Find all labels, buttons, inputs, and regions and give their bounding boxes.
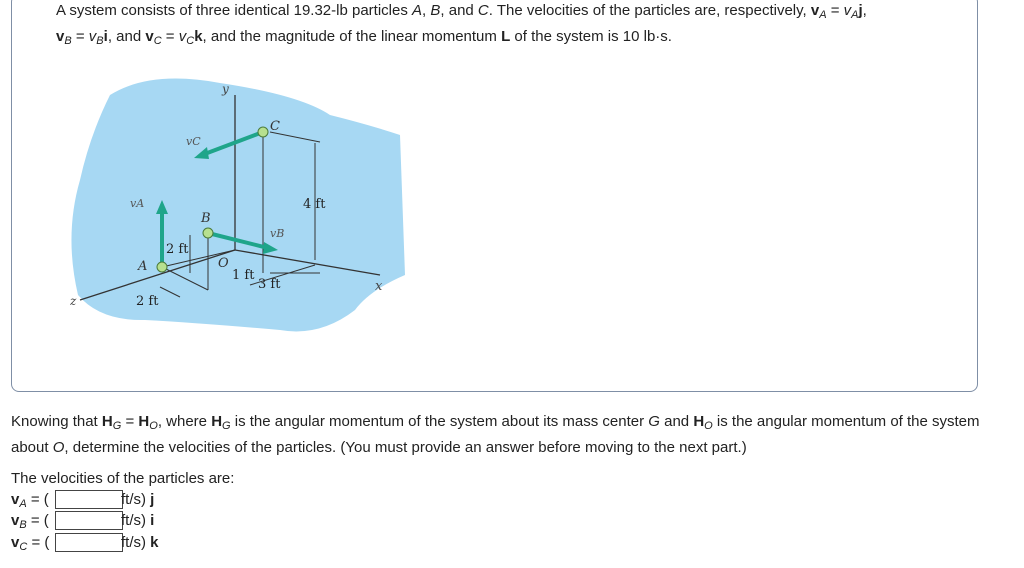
problem-text-part: A system consists of three identical 19.32-lb particles	[56, 2, 413, 19]
problem-text-part: , and the magnitude of the linear momentum	[202, 28, 502, 45]
answer-unit: ft/s) i	[121, 512, 155, 529]
answers-title: The velocities of the particles are:	[11, 470, 235, 487]
problem-text-part: . The velocities of the particles are, respectively,	[488, 2, 811, 19]
question-text-part: is the angular momentum of the system about	[11, 413, 980, 456]
particle-A-ref: A	[412, 2, 423, 19]
problem-text-part: , and	[107, 28, 146, 45]
vC-symbol: v	[145, 28, 154, 45]
question-text-part: and	[659, 413, 694, 430]
question-statement	[11, 411, 981, 459]
problem-statement: A system consists of three identical 19.32-lb particles A, B, and C. The velocities of the particles are, respectively, $v_A = v_Aj$, $v_B = v_Bi$, and $v_C = v_Ck$, and the magnitude of the linear momentum L of the system is 10 lb·s.	[56, 2, 867, 47]
vB-value: v	[88, 28, 97, 45]
unit-vector-i: i	[103, 28, 108, 45]
label-2ft-horizontal: 2 ft	[136, 294, 159, 309]
label-2ft-vertical: 2 ft	[166, 242, 189, 257]
label-y: y	[222, 82, 229, 96]
label-A: A	[138, 259, 148, 274]
answer-unit: ft/s) k	[121, 534, 159, 551]
answer-unit: ft/s) j	[121, 491, 155, 508]
question-text-part: , where	[157, 413, 212, 430]
particle-C	[258, 127, 268, 137]
answer-label: $v_A$ = (	[11, 491, 49, 510]
equals: =	[121, 413, 139, 430]
L-symbol: L	[501, 28, 511, 45]
unit-vector-j: j	[858, 2, 863, 19]
HO-symbol: H	[138, 413, 150, 430]
label-C: C	[270, 119, 280, 134]
equals: =	[161, 28, 179, 45]
label-x: x	[375, 279, 383, 294]
particle-system-figure	[70, 75, 410, 345]
G-ref: G	[648, 413, 660, 430]
vB-subscript: B	[64, 35, 72, 47]
HO-symbol: H	[693, 413, 705, 430]
particle-C-ref: C	[477, 2, 489, 19]
HG-subscript: G	[112, 420, 122, 432]
vB-answer-input[interactable]	[55, 511, 123, 530]
question-text-part: is the angular momentum of the system about its mass center	[230, 413, 649, 430]
problem-text-part: of the system is 10 lb·s.	[510, 28, 672, 45]
vA-value: v	[843, 2, 852, 19]
answer-label: $v_C$ = (	[11, 534, 50, 553]
HG-subscript: G	[222, 420, 231, 432]
HO-subscript: O	[704, 420, 713, 432]
particle-A	[157, 262, 167, 272]
HG-symbol: H	[101, 413, 113, 430]
label-1ft: 1 ft	[232, 268, 255, 283]
vC-answer-input[interactable]	[55, 533, 123, 552]
background-blob	[71, 79, 405, 332]
label-4ft: 4 ft	[303, 197, 326, 212]
O-ref: O	[52, 439, 65, 456]
particle-B	[203, 228, 213, 238]
unit-vector-k: k	[194, 28, 203, 45]
label-vB: vB	[270, 227, 285, 240]
vA-subscript: A	[819, 9, 827, 21]
label-3ft: 3 ft	[258, 277, 281, 292]
vA-value-subscript: A	[851, 9, 859, 21]
particle-B-ref: B	[430, 2, 441, 19]
vA-symbol: v	[810, 2, 820, 19]
question-text-part: , determine the velocities of the particles. (You must provide an answer before moving to the next part.)	[64, 439, 747, 456]
vC-value-subscript: C	[186, 35, 195, 47]
equals: =	[71, 28, 89, 45]
answer-label: $v_B$ = (	[11, 512, 49, 531]
label-vA: vA	[130, 197, 145, 210]
HO-subscript: O	[149, 420, 158, 432]
question-text-part: Knowing that	[11, 413, 102, 430]
problem-text-part: , and	[440, 2, 478, 19]
vB-value-subscript: B	[96, 35, 104, 47]
vA-answer-input[interactable]	[55, 490, 123, 509]
problem-text-part: ,	[422, 2, 431, 19]
HG-symbol: H	[211, 413, 223, 430]
vB-symbol: v	[56, 28, 65, 45]
vC-subscript: C	[153, 35, 162, 47]
vC-value: v	[178, 28, 187, 45]
label-z: z	[70, 294, 77, 308]
label-O: O	[218, 256, 229, 271]
equals: =	[826, 2, 844, 19]
label-vC: vC	[186, 135, 201, 148]
label-B: B	[201, 211, 211, 226]
